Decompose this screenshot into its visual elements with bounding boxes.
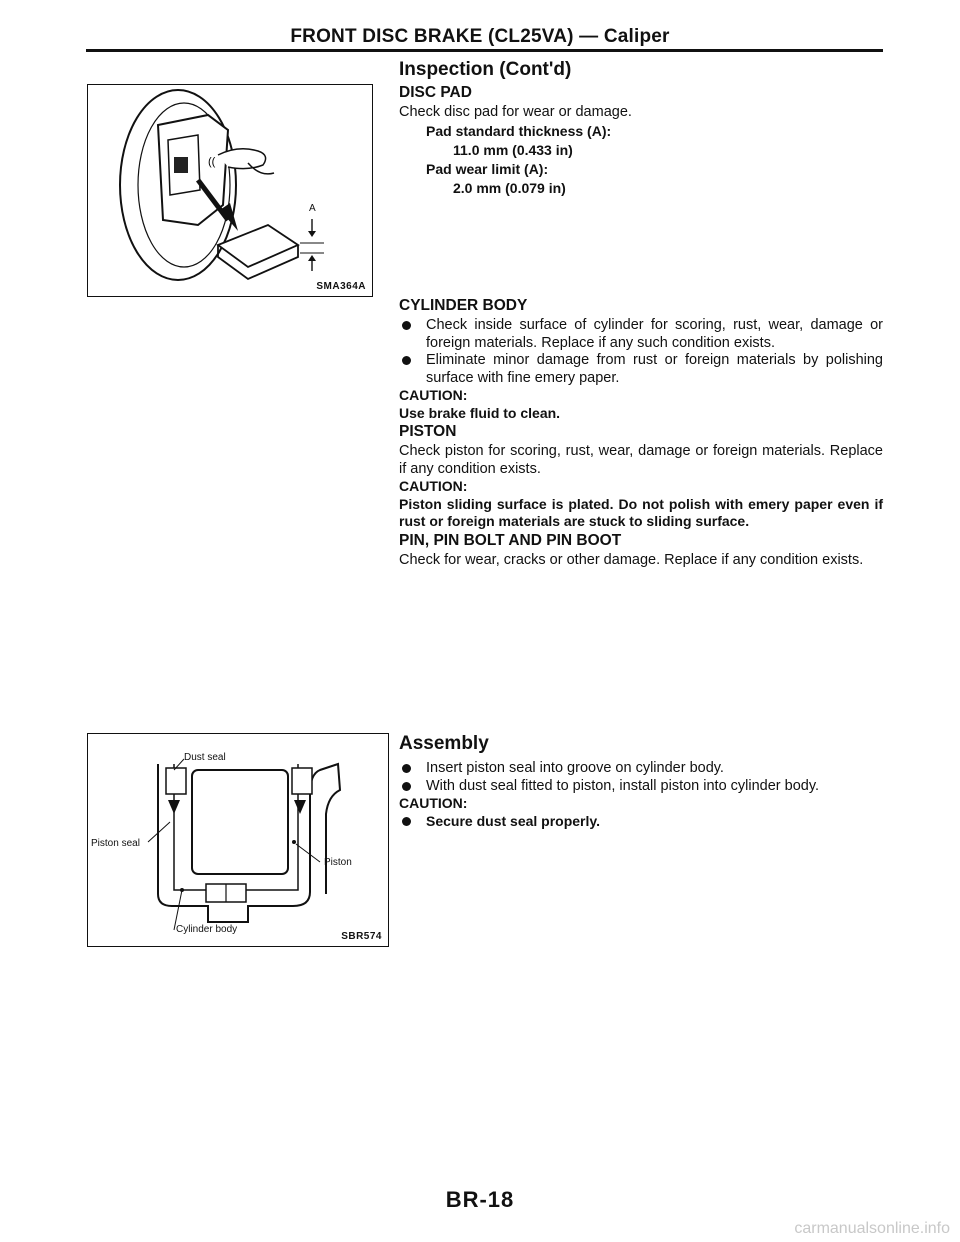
list-item: With dust seal fitted to piston, install piston into cylinder body. bbox=[399, 778, 883, 796]
section-title: Inspection (Cont'd) bbox=[399, 59, 572, 80]
caution-list bbox=[399, 813, 883, 831]
list-item: Secure dust seal properly. bbox=[399, 813, 883, 831]
caution-label: CAUTION: bbox=[399, 478, 468, 494]
thickness-label-a: A bbox=[309, 203, 316, 214]
caution-label: CAUTION: bbox=[399, 387, 468, 403]
caution-text: Piston sliding surface is plated. Do not polish with emery paper even if rust or foreign materials are stuck to sliding surface. bbox=[399, 495, 883, 529]
cylinder-body-label: Cylinder body bbox=[176, 924, 238, 935]
caution-label: CAUTION: bbox=[399, 795, 468, 811]
piston-seal-label: Piston seal bbox=[91, 838, 140, 849]
assembly-section bbox=[399, 733, 883, 830]
cylinder-body-section bbox=[399, 297, 883, 569]
figure-disc-pad bbox=[87, 84, 373, 297]
cylinder-body-heading: CYLINDER BODY bbox=[399, 297, 528, 314]
figure-code: SMA364A bbox=[316, 281, 366, 292]
figure-code: SBR574 bbox=[341, 931, 382, 942]
spec-value: 11.0 mm (0.433 in) bbox=[453, 141, 573, 158]
header-rule bbox=[86, 49, 883, 52]
page-number: BR-18 bbox=[445, 1187, 515, 1212]
list-item: Insert piston seal into groove on cylinder body. bbox=[399, 760, 883, 778]
page-header: FRONT DISC BRAKE (CL25VA) — Caliper bbox=[290, 26, 670, 47]
piston-text: Check piston for scoring, rust, wear, damage or foreign materials. Replace if any condition exists. bbox=[399, 443, 883, 477]
disc-pad-text: Check disc pad for wear or damage. bbox=[399, 104, 632, 120]
pin-heading: PIN, PIN BOLT AND PIN BOOT bbox=[399, 531, 622, 549]
disc-pad-illustration bbox=[88, 85, 372, 296]
pin-text: Check for wear, cracks or other damage. Replace if any condition exists. bbox=[399, 551, 864, 568]
spec-label: Pad standard thickness (A): bbox=[426, 122, 612, 139]
spec-value: 2.0 mm (0.079 in) bbox=[453, 179, 566, 196]
piston-label: Piston bbox=[324, 857, 352, 868]
cylinder-body-list bbox=[399, 317, 883, 387]
list-item: Check inside surface of cylinder for scoring, rust, wear, damage or foreign materials. Replace if any such condition exists. bbox=[399, 317, 883, 352]
caution-text: Use brake fluid to clean. bbox=[399, 404, 561, 421]
inspection-section bbox=[399, 59, 883, 198]
assembly-list bbox=[399, 760, 883, 795]
piston-heading: PISTON bbox=[399, 423, 457, 440]
list-item: Eliminate minor damage from rust or foreign materials by polishing surface with fine emery paper. bbox=[399, 352, 883, 387]
section-title: Assembly bbox=[399, 733, 489, 754]
dust-seal-label: Dust seal bbox=[184, 752, 226, 763]
disc-pad-heading: DISC PAD bbox=[399, 84, 472, 101]
spec-label: Pad wear limit (A): bbox=[426, 160, 549, 177]
svg-text:((: (( bbox=[208, 156, 216, 168]
figure-assembly bbox=[87, 733, 389, 947]
watermark: carmanualsonline.info bbox=[794, 1220, 950, 1237]
